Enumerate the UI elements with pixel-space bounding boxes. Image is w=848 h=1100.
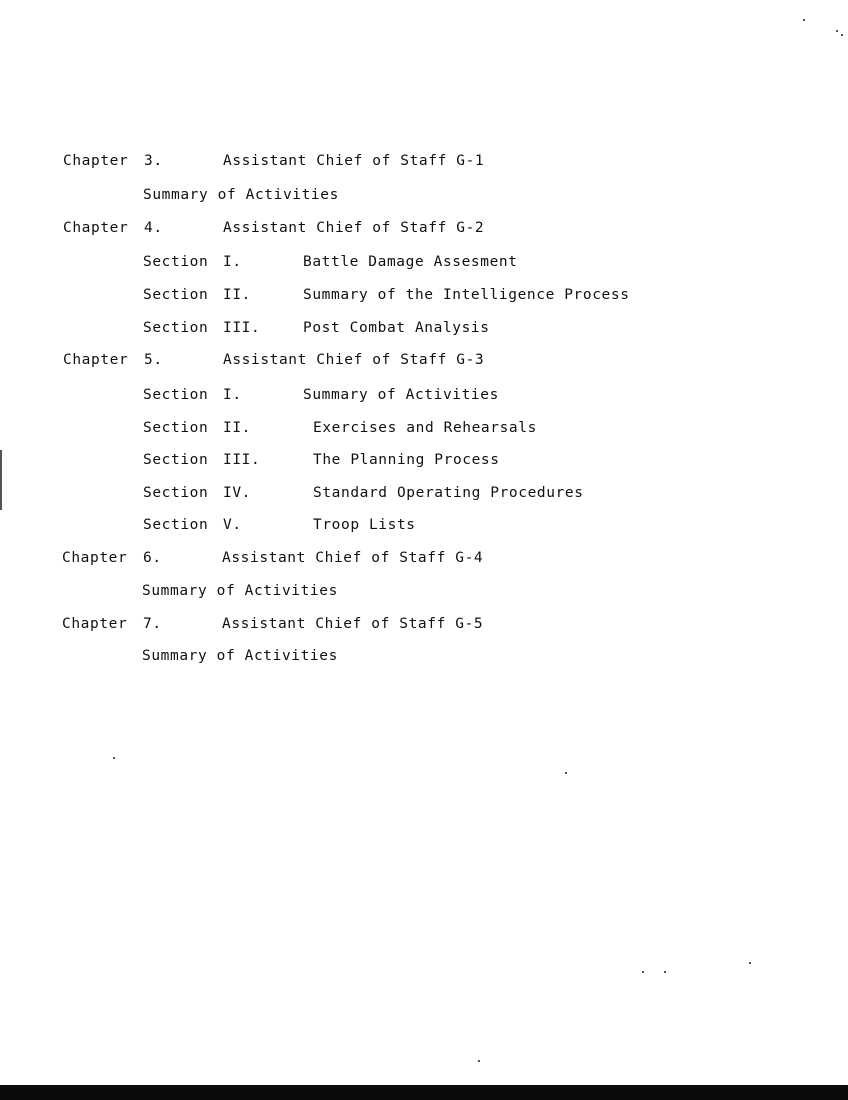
scan-speck [749, 962, 751, 964]
section-number: IV. [223, 485, 251, 501]
section-label: Section [143, 287, 209, 303]
chapter-number: 4. [144, 220, 163, 236]
chapter-number: 7. [143, 616, 162, 632]
toc-section-row [0, 318, 848, 338]
section-title: Troop Lists [313, 517, 416, 533]
toc-section-row [0, 385, 848, 405]
scan-speck [664, 971, 666, 973]
chapter-title: Assistant Chief of Staff G-3 [223, 352, 485, 368]
toc-chapter-row [0, 350, 848, 370]
section-label: Section [143, 452, 209, 468]
toc-section-row [0, 252, 848, 272]
section-title: Exercises and Rehearsals [313, 420, 537, 436]
chapter-label: Chapter [63, 153, 129, 169]
toc-section-row [0, 515, 848, 535]
toc-summary-row [0, 646, 848, 666]
section-title: Summary of the Intelligence Process [303, 287, 630, 303]
scan-speck [841, 34, 843, 36]
chapter-title: Assistant Chief of Staff G-4 [222, 550, 484, 566]
chapter-title: Assistant Chief of Staff G-1 [223, 153, 485, 169]
section-number: V. [223, 517, 242, 533]
section-label: Section [143, 420, 209, 436]
section-number: III. [223, 452, 261, 468]
toc-section-row [0, 418, 848, 438]
section-title: Standard Operating Procedures [313, 485, 584, 501]
scan-speck [565, 772, 567, 774]
summary-text: Summary of Activities [142, 583, 338, 599]
toc-section-row [0, 285, 848, 305]
section-label: Section [143, 485, 209, 501]
section-number: I. [223, 254, 242, 270]
toc-summary-row [0, 185, 848, 205]
toc-summary-row [0, 581, 848, 601]
scan-speck [642, 971, 644, 973]
scan-speck [478, 1060, 480, 1062]
toc-chapter-row [0, 151, 848, 171]
section-label: Section [143, 320, 209, 336]
toc-chapter-row [0, 614, 848, 634]
chapter-label: Chapter [62, 616, 128, 632]
chapter-number: 5. [144, 352, 163, 368]
chapter-number: 6. [143, 550, 162, 566]
chapter-title: Assistant Chief of Staff G-5 [222, 616, 484, 632]
chapter-title: Assistant Chief of Staff G-2 [223, 220, 485, 236]
toc-chapter-row [0, 548, 848, 568]
scan-bottom-border [0, 1085, 848, 1100]
section-number: II. [223, 420, 251, 436]
section-label: Section [143, 254, 209, 270]
toc-section-row [0, 450, 848, 470]
toc-chapter-row [0, 218, 848, 238]
chapter-label: Chapter [63, 220, 129, 236]
section-number: III. [223, 320, 261, 336]
toc-section-row [0, 483, 848, 503]
chapter-number: 3. [144, 153, 163, 169]
section-title: The Planning Process [313, 452, 500, 468]
chapter-label: Chapter [63, 352, 129, 368]
section-title: Battle Damage Assesment [303, 254, 518, 270]
scan-speck [113, 757, 115, 759]
section-label: Section [143, 387, 209, 403]
section-number: II. [223, 287, 251, 303]
section-number: I. [223, 387, 242, 403]
scan-speck [836, 30, 838, 32]
section-label: Section [143, 517, 209, 533]
scan-speck [803, 19, 805, 21]
summary-text: Summary of Activities [143, 187, 339, 203]
chapter-label: Chapter [62, 550, 128, 566]
summary-text: Summary of Activities [142, 648, 338, 664]
section-title: Post Combat Analysis [303, 320, 490, 336]
section-title: Summary of Activities [303, 387, 499, 403]
